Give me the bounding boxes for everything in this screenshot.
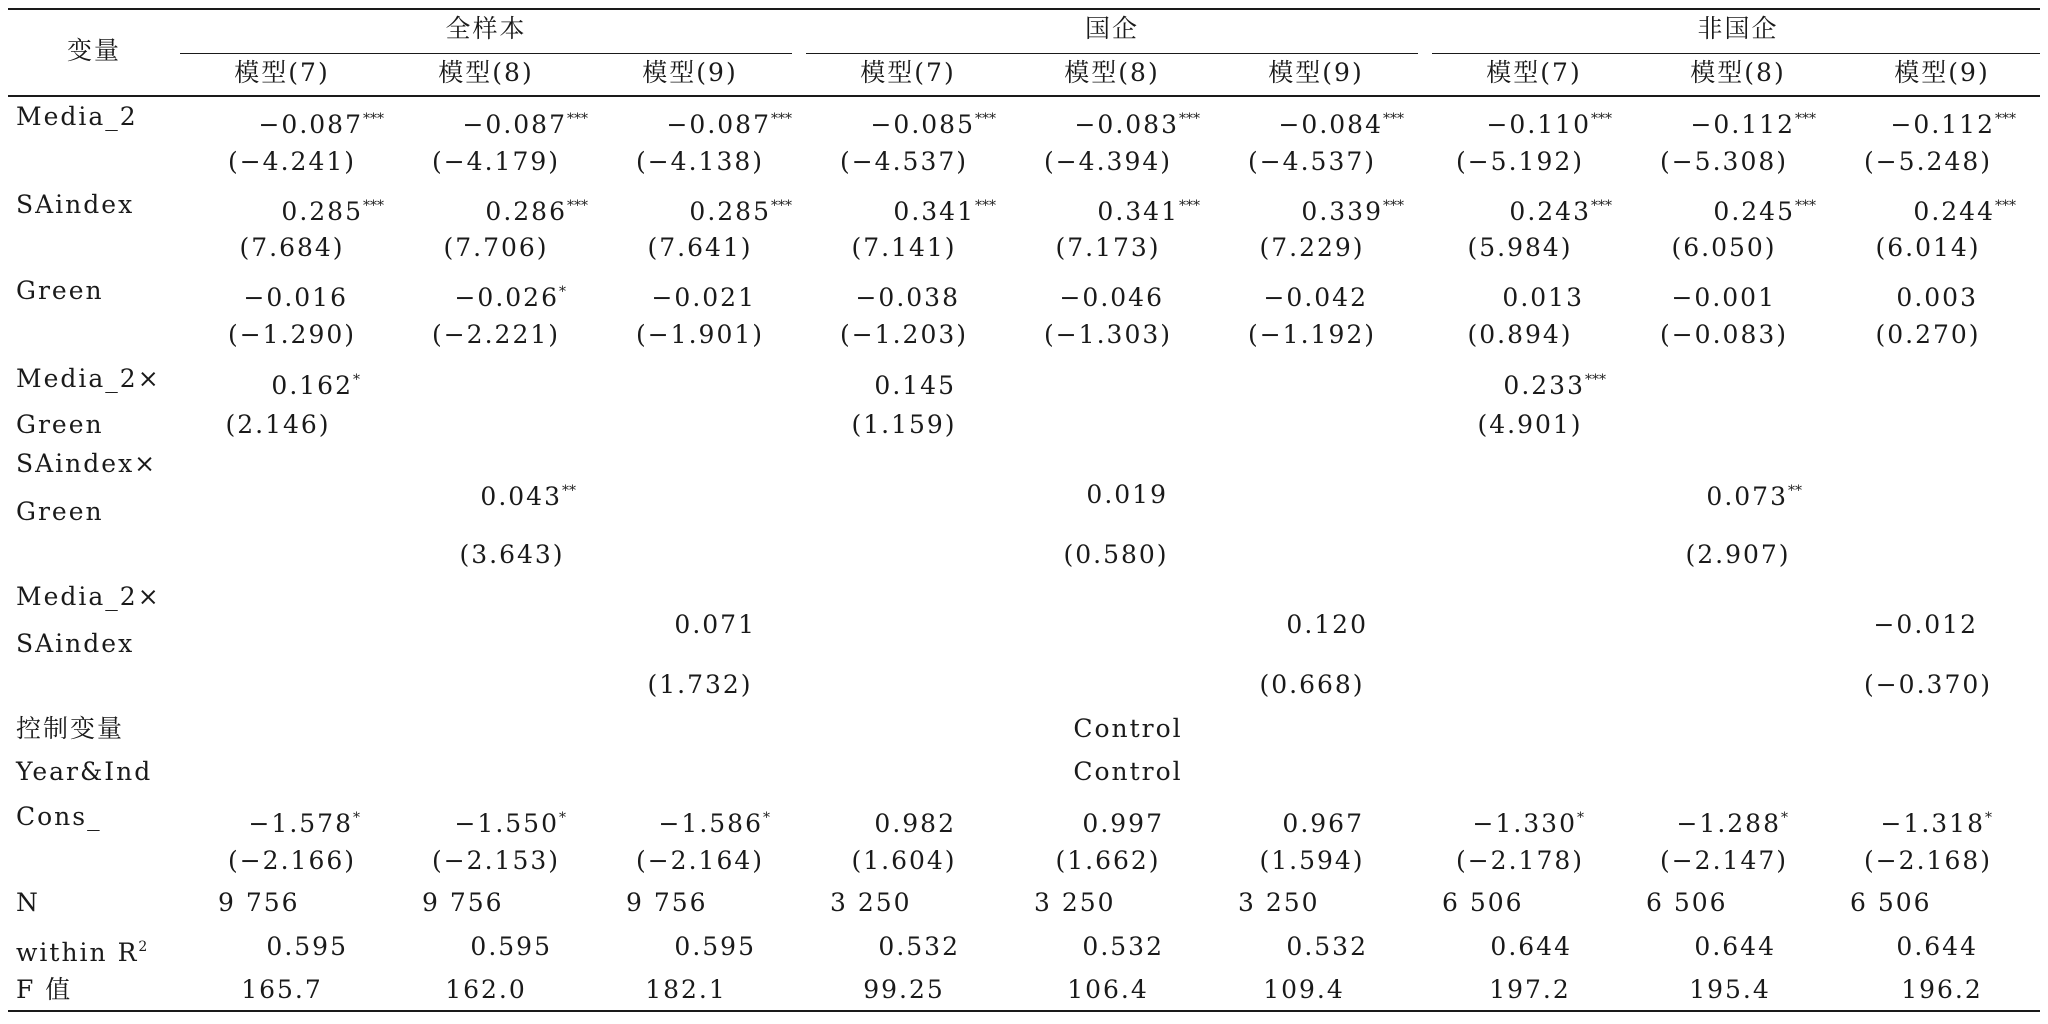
coef-cell: 0.071 [674,610,756,639]
f-cell: 165.7 [241,975,323,1004]
coef-cell: 0.245*** [1713,197,1816,226]
model-header: 模型(9) [1894,58,1990,87]
top-rule [8,8,2040,10]
n-cell: 9 756 [626,888,708,917]
coef-cell: 0.341*** [893,197,996,226]
tstat-cell: (−5.248) [1863,147,1993,176]
tstat-cell: (1.662) [1055,846,1161,875]
tstat-cell: (7.641) [647,233,753,262]
group-header-full-sample: 全样本 [445,14,527,43]
row-label-controls: 控制变量 [16,714,125,743]
row-label-f: F 值 [16,975,73,1004]
row-label-media2-green-cont: Green [16,410,104,439]
coef-cell: −0.016 [243,283,348,312]
header-variable: 变量 [66,36,122,65]
tstat-cell: (−1.303) [1043,320,1173,349]
tstat-cell: (0.894) [1467,320,1573,349]
tstat-cell: (2.907) [1685,540,1791,569]
tstat-cell: (−0.083) [1659,320,1789,349]
coef-cell: 0.967 [1282,809,1364,838]
n-cell: 3 250 [830,888,912,917]
n-cell: 9 756 [422,888,504,917]
tstat-cell: (−1.203) [839,320,969,349]
model-header: 模型(8) [1690,58,1786,87]
coef-cell: −0.046 [1059,283,1164,312]
row-label-saindex: SAindex [16,190,135,219]
coef-cell: −0.087*** [258,110,384,139]
f-cell: 106.4 [1067,975,1149,1004]
tstat-cell: (−1.290) [227,320,357,349]
tstat-cell: (1.159) [851,410,957,439]
coef-cell: −0.110*** [1486,110,1612,139]
coef-cell: −0.042 [1263,283,1368,312]
row-label-cons: Cons_ [16,802,102,831]
coef-cell: −1.550* [454,809,566,838]
f-cell: 182.1 [645,975,727,1004]
model-header: 模型(9) [1268,58,1364,87]
n-cell: 3 250 [1238,888,1320,917]
tstat-cell: (5.984) [1467,233,1573,262]
tstat-cell: (4.901) [1477,410,1583,439]
coef-cell: 0.003 [1896,283,1978,312]
f-cell: 109.4 [1263,975,1345,1004]
r2-cell: 0.644 [1694,932,1776,961]
tstat-cell: (−5.192) [1455,147,1585,176]
f-cell: 196.2 [1901,975,1983,1004]
tstat-cell: (−4.138) [635,147,765,176]
tstat-cell: (1.604) [851,846,957,875]
coef-cell: 0.285*** [281,197,384,226]
coef-cell: −0.085*** [870,110,996,139]
tstat-cell: (7.173) [1055,233,1161,262]
row-label-year-ind: Year&Ind [16,757,153,786]
tstat-cell: (−4.537) [1247,147,1377,176]
coef-cell: −0.038 [855,283,960,312]
tstat-cell: (−2.221) [431,320,561,349]
tstat-cell: (−4.179) [431,147,561,176]
year-ind-value: Control [1073,757,1183,786]
model-header: 模型(7) [234,58,330,87]
group-underline-full-sample [180,53,792,54]
coef-cell: 0.243*** [1509,197,1612,226]
coef-cell: 0.043** [480,482,576,511]
model-header: 模型(8) [1064,58,1160,87]
coef-cell: 0.997 [1082,809,1164,838]
row-label-green: Green [16,276,104,305]
n-cell: 6 506 [1442,888,1524,917]
n-cell: 3 250 [1034,888,1116,917]
row-label-n: N [16,888,40,917]
model-header: 模型(8) [438,58,534,87]
coef-cell: 0.013 [1502,283,1584,312]
coef-cell: 0.145 [874,371,956,400]
tstat-cell: (7.706) [443,233,549,262]
coef-cell: −0.112*** [1690,110,1816,139]
row-label-saindex-green-cont: Green [16,497,104,526]
coef-cell: −0.021 [651,283,756,312]
controls-value: Control [1073,714,1183,743]
coef-cell: −1.578* [248,809,360,838]
r2-cell: 0.595 [674,932,756,961]
r2-cell: 0.595 [266,932,348,961]
tstat-cell: (0.668) [1259,670,1365,699]
tstat-cell: (3.643) [459,540,565,569]
coef-cell: 0.982 [874,809,956,838]
coef-cell: −0.087*** [462,110,588,139]
f-cell: 197.2 [1489,975,1571,1004]
coef-cell: −1.288* [1676,809,1788,838]
tstat-cell: (−2.164) [635,846,765,875]
n-cell: 9 756 [218,888,300,917]
tstat-cell: (−5.308) [1659,147,1789,176]
tstat-cell: (−4.241) [227,147,357,176]
tstat-cell: (6.014) [1875,233,1981,262]
bottom-rule [8,1010,2040,1012]
coef-cell: −1.330* [1472,809,1584,838]
tstat-cell: (−2.168) [1863,846,1993,875]
coef-cell: −0.012 [1873,610,1978,639]
r2-cell: 0.595 [470,932,552,961]
n-cell: 6 506 [1646,888,1728,917]
tstat-cell: (−4.537) [839,147,969,176]
coef-cell: −0.001 [1671,283,1776,312]
row-label-saindex-green: SAindex× [16,449,158,478]
coef-cell: 0.285*** [689,197,792,226]
tstat-cell: (−2.153) [431,846,561,875]
coef-cell: 0.073** [1706,482,1802,511]
row-label-media2: Media_2 [16,102,138,131]
coef-cell: 0.286*** [485,197,588,226]
tstat-cell: (−0.370) [1863,670,1993,699]
tstat-cell: (2.146) [225,410,331,439]
r2-cell: 0.532 [1082,932,1164,961]
tstat-cell: (6.050) [1671,233,1777,262]
coef-cell: −0.026* [454,283,566,312]
coef-cell: 0.019 [1086,480,1168,509]
coef-cell: −0.084*** [1278,110,1404,139]
tstat-cell: (0.580) [1063,540,1169,569]
coef-cell: −0.112*** [1890,110,2016,139]
model-header: 模型(7) [1486,58,1582,87]
coef-cell: 0.120 [1286,610,1368,639]
tstat-cell: (−1.192) [1247,320,1377,349]
header-rule [8,95,2040,97]
f-cell: 195.4 [1689,975,1771,1004]
row-label-r2: within $R^2$ [16,938,148,967]
coef-cell: 0.339*** [1301,197,1404,226]
coef-cell: −0.087*** [666,110,792,139]
r2-cell: 0.532 [878,932,960,961]
group-underline-soe [806,53,1418,54]
coef-cell: −0.083*** [1074,110,1200,139]
coef-cell: 0.162* [271,371,360,400]
r2-cell: 0.532 [1286,932,1368,961]
group-header-non-soe: 非国企 [1697,14,1779,43]
n-cell: 6 506 [1850,888,1932,917]
f-cell: 99.25 [863,975,945,1004]
group-header-soe: 国企 [1084,14,1140,43]
row-label-media2-saindex: Media_2× [16,582,161,611]
tstat-cell: (0.270) [1875,320,1981,349]
tstat-cell: (7.141) [851,233,957,262]
f-cell: 162.0 [445,975,527,1004]
tstat-cell: (−2.166) [227,846,357,875]
tstat-cell: (1.732) [647,670,753,699]
tstat-cell: (−2.178) [1455,846,1585,875]
row-label-media2-green: Media_2× [16,364,161,393]
coef-cell: 0.341*** [1097,197,1200,226]
tstat-cell: (−4.394) [1043,147,1173,176]
coef-cell: 0.233*** [1503,371,1606,400]
coef-cell: −1.586* [658,809,770,838]
model-header: 模型(7) [860,58,956,87]
tstat-cell: (−1.901) [635,320,765,349]
row-label-media2-saindex-cont: SAindex [16,629,135,658]
tstat-cell: (7.229) [1259,233,1365,262]
r2-cell: 0.644 [1490,932,1572,961]
coef-cell: −1.318* [1880,809,1992,838]
tstat-cell: (7.684) [239,233,345,262]
model-header: 模型(9) [642,58,738,87]
coef-cell: 0.244*** [1913,197,2016,226]
tstat-cell: (−2.147) [1659,846,1789,875]
tstat-cell: (1.594) [1259,846,1365,875]
group-underline-non-soe [1432,53,2040,54]
r2-cell: 0.644 [1896,932,1978,961]
